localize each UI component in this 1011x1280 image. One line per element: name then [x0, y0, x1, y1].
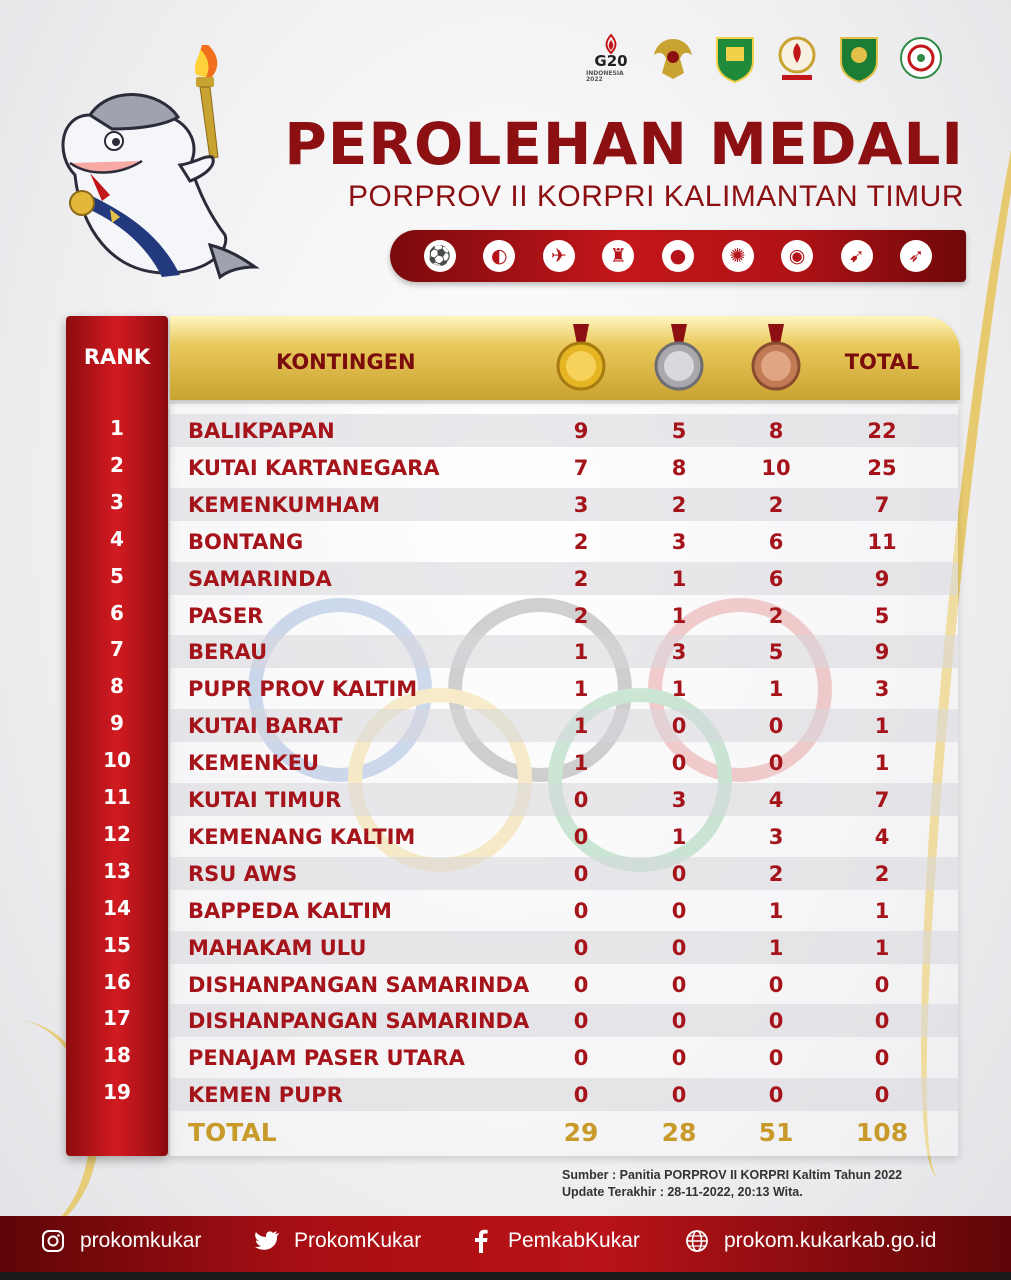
total-count: 2 — [874, 861, 890, 886]
silver-count: 5 — [671, 419, 687, 443]
instagram-link[interactable] — [40, 1228, 201, 1254]
table-row — [170, 414, 958, 447]
instagram-icon — [40, 1228, 66, 1254]
total-label: TOTAL — [188, 1118, 277, 1148]
football-icon: ⚽ — [424, 240, 456, 272]
gold-medal-icon — [553, 322, 609, 392]
total-count: 1 — [874, 751, 890, 776]
bronze-count: 1 — [768, 677, 784, 702]
rank-number: 7 — [110, 637, 124, 662]
rank-number: 5 — [110, 563, 124, 588]
gold-total: 29 — [563, 1118, 599, 1148]
table-row — [170, 783, 958, 816]
source-note — [562, 1167, 902, 1201]
bronze-count: 1 — [768, 935, 784, 960]
source-line: Sumber : Panitia PORPROV II KORPRI Kaltim Tahun 2022 — [562, 1168, 903, 1182]
total-row — [170, 1115, 958, 1155]
garuda-emblem-logo — [648, 30, 698, 86]
total-count: 1 — [874, 714, 890, 739]
table-row — [170, 672, 958, 705]
bronze-total: 51 — [758, 1118, 794, 1148]
bronze-count: 4 — [768, 788, 784, 812]
gold-count: 0 — [573, 935, 589, 960]
rank-number: 1 — [110, 416, 124, 440]
bronze-count: 2 — [768, 492, 784, 517]
silver-count: 8 — [671, 455, 687, 480]
badminton-icon: ✈ — [543, 240, 575, 272]
gold-count: 2 — [573, 603, 589, 628]
table-row — [170, 451, 958, 484]
silver-count: 2 — [671, 492, 687, 517]
g20-logo — [586, 30, 636, 86]
table-row — [170, 931, 958, 964]
kontingen-name: MAHAKAM ULU — [188, 935, 367, 960]
kontingen-name: DISHANPANGAN SAMARINDA — [188, 972, 530, 997]
rank-number: 13 — [103, 858, 131, 883]
table-row — [170, 599, 958, 632]
kontingen-name: PUPR PROV KALTIM — [188, 677, 418, 702]
silver-total: 28 — [661, 1118, 697, 1148]
total-count: 22 — [867, 419, 897, 443]
g20-sub-label: INDONESIA 2022 — [586, 69, 624, 83]
bottom-strip — [0, 1272, 1011, 1280]
total-count: 0 — [874, 1083, 890, 1108]
gold-count: 0 — [573, 1083, 589, 1108]
silver-count: 0 — [671, 935, 687, 960]
kontingen-name: SAMARINDA — [188, 566, 332, 591]
silver-medal-icon — [651, 322, 707, 392]
page-title: PEROLEHAN MEDALI — [284, 110, 964, 178]
bronze-count: 6 — [768, 529, 784, 554]
silver-count: 0 — [671, 898, 687, 923]
bronze-count: 0 — [768, 1009, 784, 1034]
total-count: 0 — [874, 972, 890, 997]
globe-icon — [684, 1228, 710, 1254]
silver-count: 1 — [671, 677, 687, 702]
twitter-icon — [254, 1228, 280, 1254]
kontingen-name: BALIKPAPAN — [188, 419, 335, 443]
gold-count: 0 — [573, 824, 589, 849]
instagram-handle: prokomkukar — [80, 1229, 202, 1252]
bronze-count: 10 — [761, 455, 791, 480]
sports-icons-bar — [390, 230, 966, 282]
bronze-count: 0 — [768, 1083, 784, 1108]
gold-count: 9 — [573, 419, 589, 443]
bronze-count: 0 — [768, 972, 784, 997]
silver-count: 0 — [671, 714, 687, 739]
kontingen-name: BONTANG — [188, 529, 304, 554]
kontingen-name: KEMENKUMHAM — [188, 492, 381, 517]
silver-count: 1 — [671, 824, 687, 849]
chess-icon: ♜ — [602, 240, 634, 272]
rank-number: 14 — [103, 895, 131, 920]
bronze-count: 2 — [768, 603, 784, 628]
silver-count: 0 — [671, 1009, 687, 1034]
bronze-count: 0 — [768, 714, 784, 739]
kontingen-name: KEMEN PUPR — [188, 1083, 343, 1108]
rank-number: 17 — [103, 1006, 131, 1031]
table-row — [170, 562, 958, 595]
rank-number: 6 — [110, 600, 124, 625]
total-count: 7 — [874, 492, 890, 517]
rank-number: 15 — [103, 932, 131, 957]
table-row — [170, 968, 958, 1001]
silver-count: 3 — [671, 640, 687, 665]
rank-number: 2 — [110, 452, 124, 477]
kontingen-name: KUTAI TIMUR — [188, 788, 342, 812]
silver-count: 3 — [671, 788, 687, 812]
kaltim-shield-logo — [834, 30, 884, 86]
kontingen-header: KONTINGEN — [276, 350, 416, 374]
table-tennis-icon: ● — [662, 240, 694, 272]
silver-count: 1 — [671, 566, 687, 591]
total-count: 11 — [867, 529, 897, 554]
rank-number: 10 — [103, 748, 131, 773]
rank-number: 9 — [110, 711, 124, 736]
kontingen-name: BAPPEDA KALTIM — [188, 898, 392, 923]
total-count: 0 — [874, 1046, 890, 1071]
grand-total: 108 — [855, 1118, 909, 1148]
total-count: 4 — [874, 824, 890, 849]
bronze-count: 3 — [768, 824, 784, 849]
gold-count: 3 — [573, 492, 589, 517]
total-count: 9 — [874, 566, 890, 591]
silver-count: 0 — [671, 861, 687, 886]
rank-number: 12 — [103, 821, 131, 846]
bronze-count: 6 — [768, 566, 784, 591]
running-icon: ➶ — [900, 240, 932, 272]
kontingen-name: BERAU — [188, 640, 268, 665]
table-row — [170, 1041, 958, 1074]
table-row — [170, 488, 958, 521]
update-line: Update Terakhir : 28-11-2022, 20:13 Wita. — [562, 1185, 803, 1199]
rank-number: 19 — [103, 1080, 131, 1105]
silver-count: 3 — [671, 529, 687, 554]
total-count: 25 — [867, 455, 897, 480]
rank-number: 11 — [103, 785, 131, 809]
total-count: 9 — [874, 640, 890, 665]
total-count: 1 — [874, 898, 890, 923]
gold-count: 0 — [573, 788, 589, 812]
twitter-handle: ProkomKukar — [294, 1229, 422, 1252]
kontingen-name: PASER — [188, 603, 264, 628]
table-row — [170, 1078, 958, 1111]
gold-count: 2 — [573, 529, 589, 554]
facebook-handle: PemkabKukar — [508, 1229, 640, 1252]
table-row — [170, 857, 958, 890]
kontingen-name: DISHANPANGAN SAMARINDA — [188, 1009, 530, 1034]
bronze-medal-icon — [748, 322, 804, 392]
total-count: 7 — [874, 788, 890, 812]
silver-count: 0 — [671, 751, 687, 776]
facebook-link[interactable] — [468, 1228, 640, 1254]
gold-count: 0 — [573, 898, 589, 923]
rank-number: 3 — [110, 489, 124, 514]
website-link[interactable] — [684, 1228, 936, 1254]
total-header: TOTAL — [844, 350, 920, 374]
total-count: 5 — [874, 603, 890, 628]
gold-count: 1 — [573, 714, 589, 739]
bowling-icon: ◉ — [781, 240, 813, 272]
volleyball-icon: ◐ — [483, 240, 515, 272]
total-count: 1 — [874, 935, 890, 960]
silver-count: 0 — [671, 1083, 687, 1108]
rank-header: RANK — [83, 345, 151, 369]
kontingen-name: PENAJAM PASER UTARA — [188, 1046, 465, 1071]
gold-count: 0 — [573, 1046, 589, 1071]
rank-number: 8 — [110, 674, 124, 699]
bronze-count: 5 — [768, 640, 784, 665]
sponsor-logos — [586, 30, 946, 86]
gold-count: 2 — [573, 566, 589, 591]
silver-count: 1 — [671, 603, 687, 628]
gold-count: 0 — [573, 861, 589, 886]
rank-number: 16 — [103, 969, 131, 994]
total-count: 3 — [874, 677, 890, 702]
gold-count: 0 — [573, 1009, 589, 1034]
bronze-count: 0 — [768, 1046, 784, 1071]
total-count: 0 — [874, 1009, 890, 1034]
kontingen-name: KEMENKEU — [188, 751, 320, 776]
athletics-icon: ➹ — [841, 240, 873, 272]
website-url: prokom.kukarkab.go.id — [724, 1229, 937, 1252]
table-row — [170, 746, 958, 779]
table-row — [170, 894, 958, 927]
gold-count: 0 — [573, 972, 589, 997]
gold-count: 7 — [573, 455, 589, 480]
table-row — [170, 635, 958, 668]
dolphin-mascot-illustration — [50, 45, 260, 295]
rank-number: 4 — [110, 526, 124, 551]
bronze-count: 2 — [768, 861, 784, 886]
gold-count: 1 — [573, 640, 589, 665]
facebook-icon — [468, 1228, 494, 1254]
gold-count: 1 — [573, 751, 589, 776]
kontingen-name: KUTAI BARAT — [188, 714, 343, 739]
bronze-count: 1 — [768, 898, 784, 923]
rank-number: 18 — [103, 1043, 131, 1068]
kontingen-name: KEMENANG KALTIM — [188, 824, 416, 849]
round-emblem-logo — [896, 30, 946, 86]
bronze-count: 0 — [768, 751, 784, 776]
sepak-takraw-icon: ✺ — [722, 240, 754, 272]
g20-label: G20 — [594, 51, 628, 70]
gold-count: 1 — [573, 677, 589, 702]
kontingen-name: RSU AWS — [188, 861, 298, 886]
page-subtitle: PORPROV II KORPRI KALIMANTAN TIMUR — [348, 180, 964, 213]
kontingen-name: KUTAI KARTANEGARA — [188, 455, 440, 480]
kukar-shield-logo — [710, 30, 760, 86]
bronze-count: 8 — [768, 419, 784, 443]
table-row — [170, 709, 958, 742]
g20-flame-icon — [600, 34, 622, 54]
twitter-link[interactable] — [254, 1228, 421, 1254]
table-row — [170, 820, 958, 853]
silver-count: 0 — [671, 972, 687, 997]
korpri-logo — [772, 30, 822, 86]
table-row — [170, 525, 958, 558]
silver-count: 0 — [671, 1046, 687, 1071]
table-row — [170, 1004, 958, 1037]
